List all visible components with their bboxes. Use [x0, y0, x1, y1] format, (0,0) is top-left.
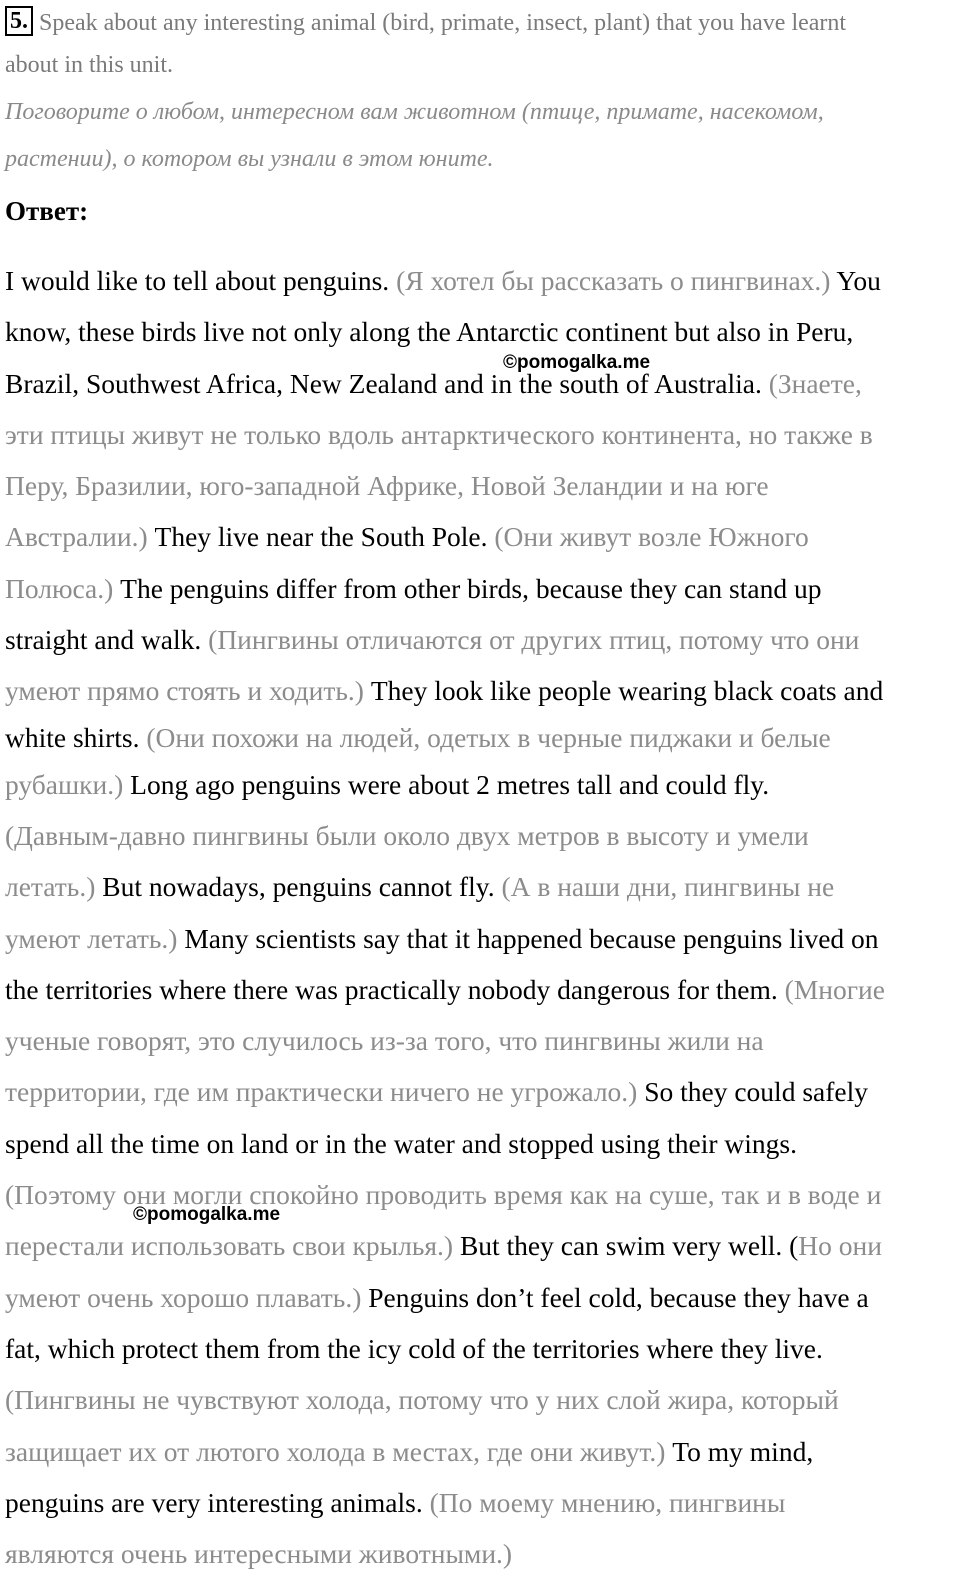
- task-block: [5, 4, 950, 183]
- english-text: Brazil, Southwest Africa, New Zealand and in the south of Australia.: [5, 367, 769, 399]
- english-text: The penguins differ from other birds, because they can stand up: [120, 572, 822, 604]
- russian-translation: (По моему мнению, пингвины: [429, 1486, 786, 1518]
- english-text: You: [836, 265, 881, 296]
- russian-translation: территории, где им практически ничего не угрожало.): [5, 1076, 645, 1108]
- english-text: penguins are very interesting animals.: [5, 1486, 430, 1518]
- english-text: white shirts.: [5, 721, 147, 753]
- text-line: [5, 913, 960, 964]
- answer-heading: Ответ:: [5, 196, 89, 226]
- russian-translation: (Давным-давно пингвины были около двух метров в высоту и умели: [5, 819, 809, 851]
- english-text: the territories where there was practically nobody dangerous for them.: [5, 973, 785, 1005]
- english-text: They look like people wearing black coats and: [370, 675, 884, 707]
- text-line: [5, 717, 960, 759]
- text-line: [5, 1220, 960, 1271]
- english-text: So they could safely: [644, 1076, 868, 1108]
- english-text: I would like to tell about penguins.: [5, 265, 397, 296]
- text-line: [5, 358, 960, 409]
- english-text: know, these birds live not only along the Antarctic continent but also in Peru,: [5, 316, 854, 348]
- russian-translation: рубашки.): [5, 768, 131, 800]
- english-text: straight and walk.: [5, 624, 209, 656]
- text-line: [5, 1066, 960, 1117]
- text-line: [5, 861, 960, 912]
- russian-translation: эти птицы живут не только вдоль антарктического континента, но также в: [5, 418, 873, 450]
- answer-text: [5, 255, 960, 1579]
- russian-translation: (Они живут возле Южного: [494, 521, 809, 553]
- russian-translation: перестали использовать свои крылья.): [5, 1230, 460, 1262]
- task-line-1: [5, 4, 950, 42]
- russian-translation: Но они: [798, 1230, 882, 1262]
- task-text-en-1: Speak about any interesting animal (bird, primate, insect, plant) that you have learnt: [39, 10, 847, 36]
- text-line: [5, 1272, 960, 1323]
- russian-translation: (А в наши дни, пингвины не: [501, 871, 835, 903]
- text-line: [5, 964, 960, 1015]
- english-text: But they can swim very well. (: [459, 1230, 799, 1262]
- text-line: [5, 1477, 960, 1528]
- russian-translation: (Я хотел бы рассказать о пингвинах.): [396, 265, 837, 296]
- text-line: [5, 255, 960, 306]
- russian-translation: (Пингвины отличаются от других птиц, потому что они: [208, 624, 860, 656]
- russian-translation: умеют очень хорошо плавать.): [5, 1281, 369, 1313]
- russian-translation: (Поэтому они могли спокойно проводить время как на суше, так и в воде и: [5, 1179, 882, 1211]
- text-line: [5, 1015, 960, 1066]
- english-text: Penguins don’t feel cold, because they have a: [368, 1281, 869, 1313]
- english-text: fat, which protect them from the icy cold of the territories where they live.: [5, 1332, 823, 1364]
- english-text: To my mind,: [672, 1435, 814, 1467]
- russian-translation: умеют летать.): [5, 922, 185, 954]
- russian-translation: (Многие: [784, 973, 885, 1005]
- russian-translation: летать.): [5, 871, 103, 903]
- text-line: [5, 511, 960, 562]
- russian-translation: Полюса.): [5, 572, 121, 604]
- text-line: [5, 614, 960, 665]
- russian-translation: Австралии.): [5, 521, 155, 553]
- text-line: [5, 409, 960, 460]
- text-line: [5, 810, 960, 861]
- russian-translation: ученые говорят, это случилось из-за того, что пингвины жили на: [5, 1025, 764, 1057]
- russian-translation: (Пингвины не чувствуют холода, потому что у них слой жира, который: [5, 1384, 839, 1416]
- task-text-ru-2: растении), о котором вы узнали в этом юните.: [5, 146, 494, 172]
- english-text: Many scientists say that it happened because penguins lived on: [184, 922, 879, 954]
- english-text: They live near the South Pole.: [154, 521, 495, 553]
- russian-translation: Перу, Бразилии, юго-западной Африке, Новой Зеландии и на юге: [5, 470, 769, 502]
- text-line: [5, 1528, 960, 1579]
- watermark: ©pomogalka.me: [503, 352, 651, 373]
- english-text: spend all the time on land or in the water and stopped using their wings.: [5, 1127, 797, 1159]
- text-line: [5, 460, 960, 511]
- text-line: [5, 306, 960, 357]
- english-text: But nowadays, penguins cannot fly.: [102, 871, 502, 903]
- russian-translation: умеют прямо стоять и ходить.): [5, 675, 371, 707]
- text-line: [5, 665, 960, 716]
- text-line: [5, 759, 960, 810]
- russian-translation: (Они похожи на людей, одетых в черные пиджаки и белые: [146, 721, 831, 753]
- russian-translation: защищает их от лютого холода в местах, где они живут.): [5, 1435, 673, 1467]
- text-line: [5, 1426, 960, 1477]
- text-line: [5, 1323, 960, 1374]
- english-text: Long ago penguins were about 2 metres tall and could fly.: [130, 768, 770, 800]
- watermark: ©pomogalka.me: [133, 1204, 281, 1225]
- task-number: 5.: [5, 6, 33, 36]
- task-text-en-2: about in this unit.: [5, 52, 173, 78]
- task-text-ru-1: Поговорите о любом, интересном вам животном (птице, примате, насекомом,: [5, 99, 824, 125]
- text-line: [5, 1118, 960, 1169]
- text-line: [5, 1374, 960, 1425]
- text-line: [5, 563, 960, 614]
- russian-translation: являются очень интересными животными.): [5, 1538, 513, 1570]
- russian-translation: (Знаете,: [768, 367, 862, 399]
